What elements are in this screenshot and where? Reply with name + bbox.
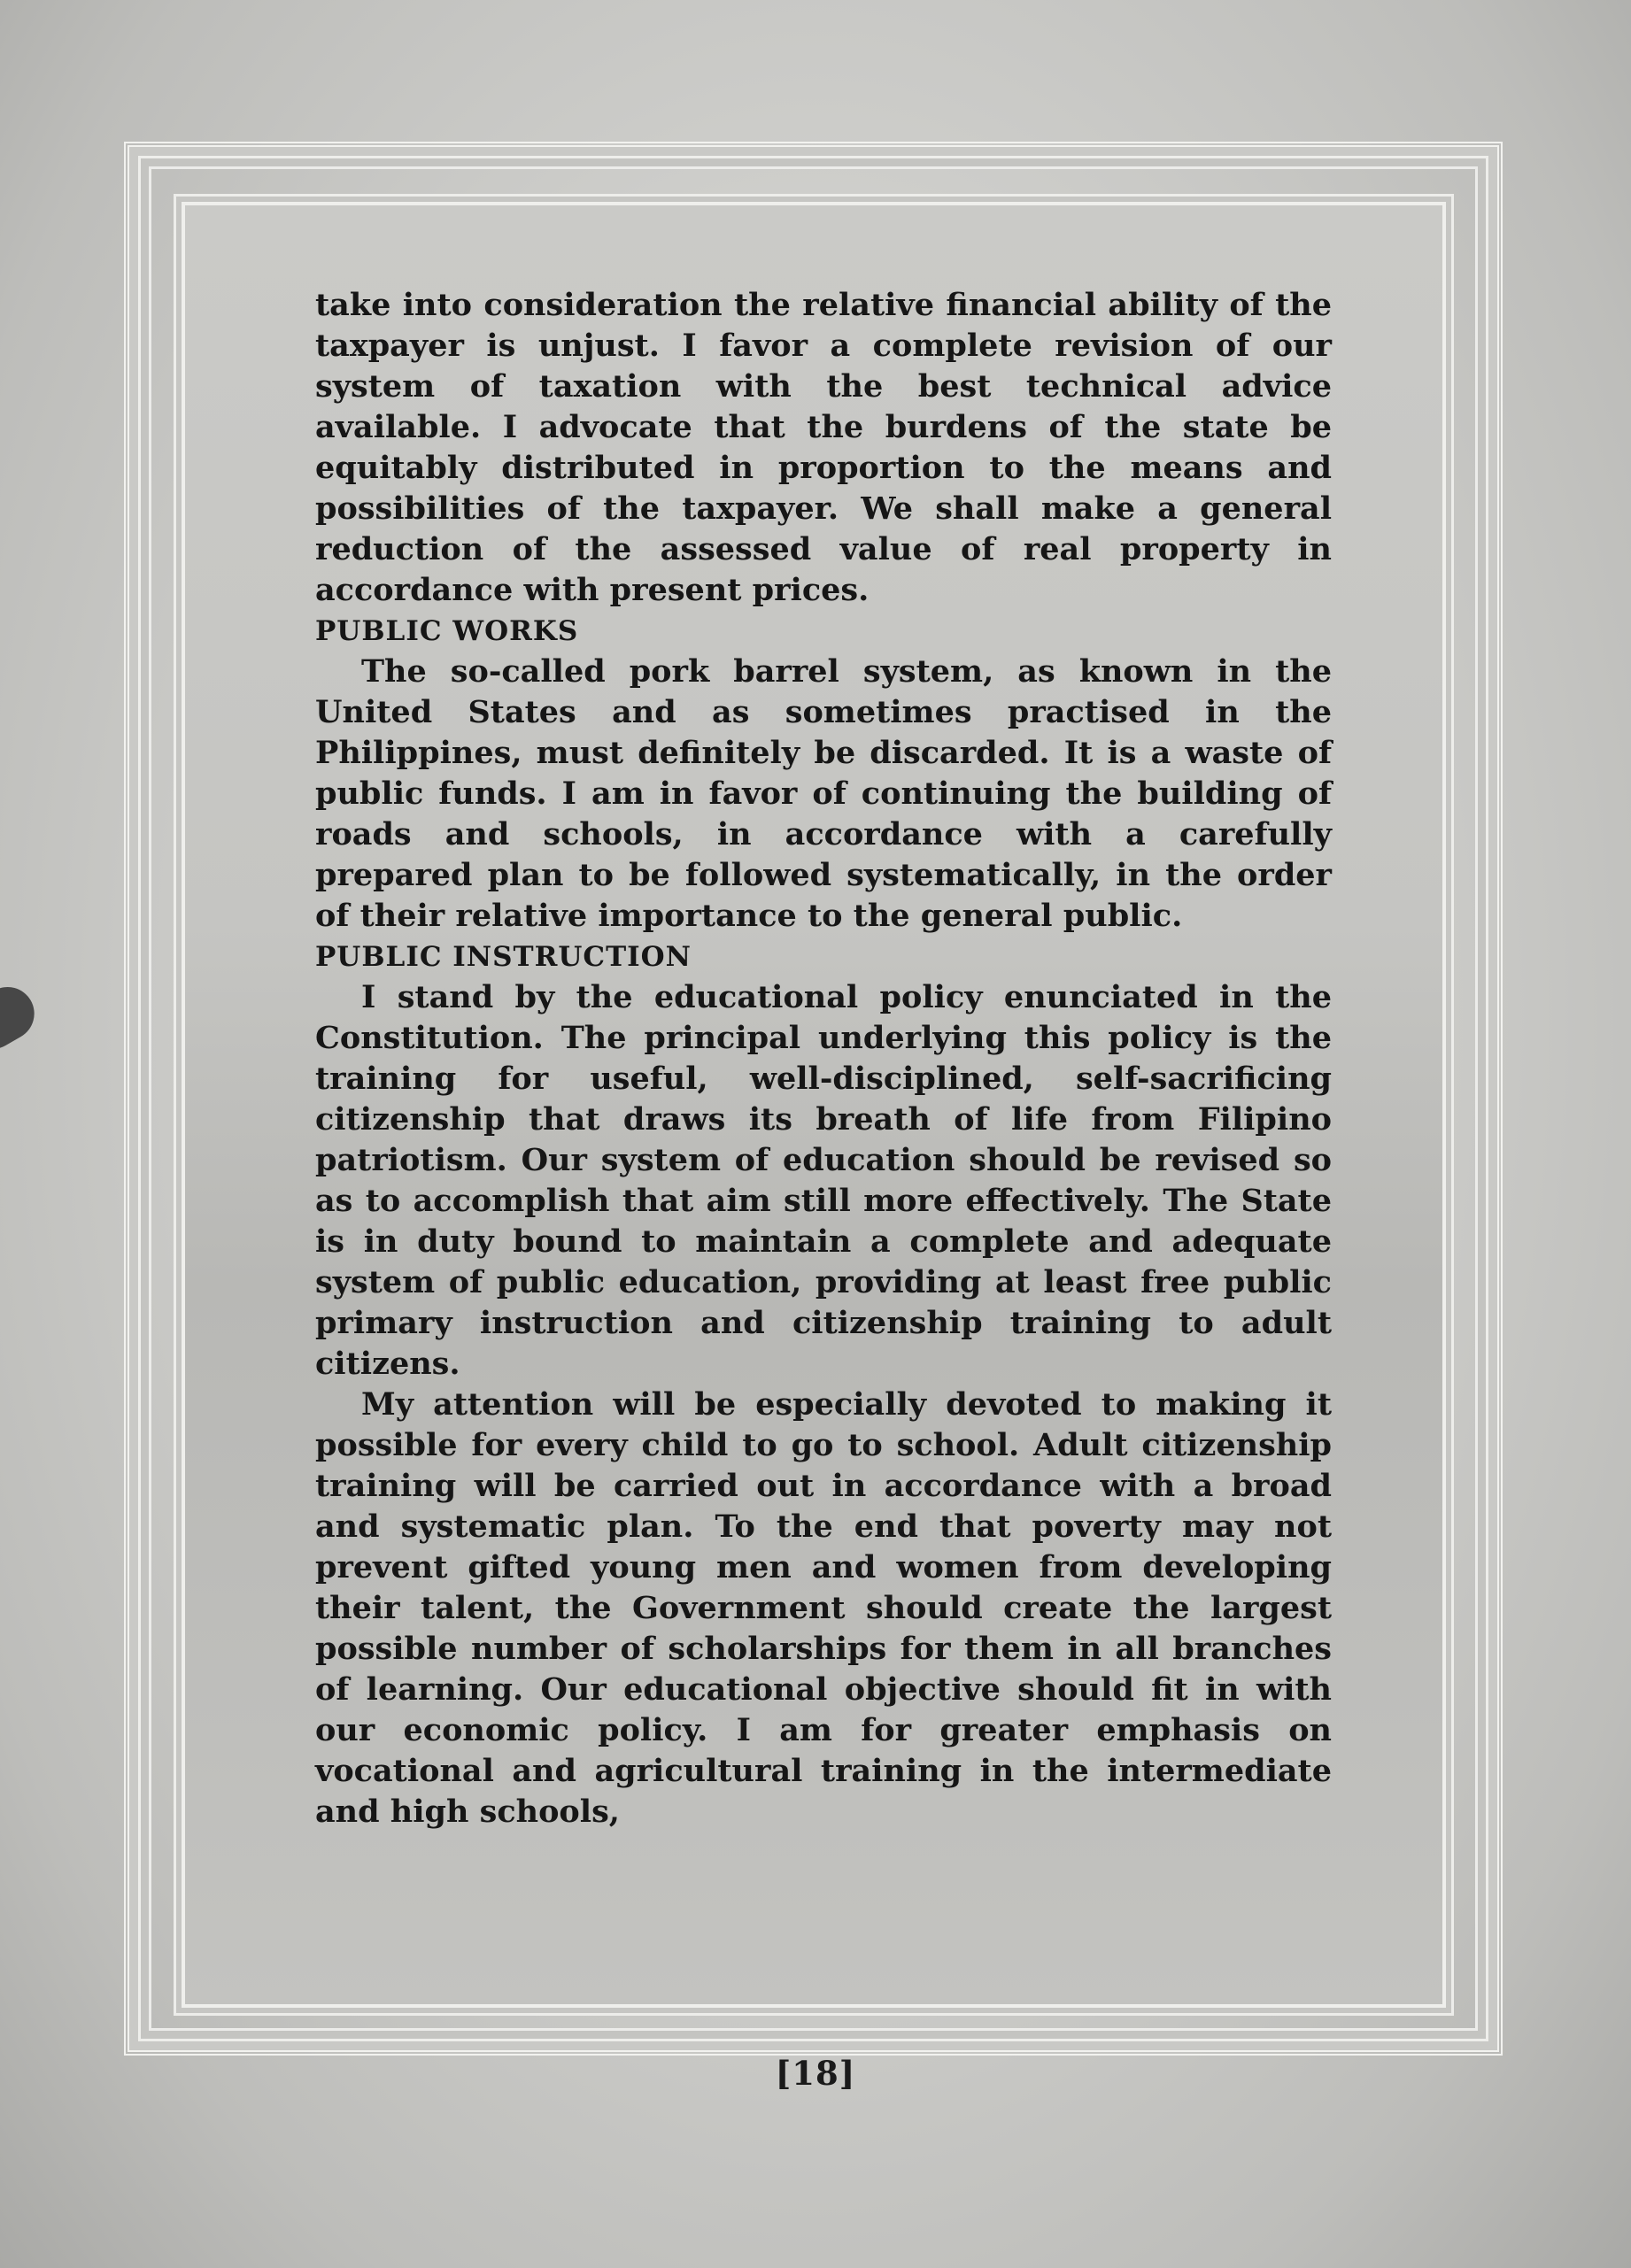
pen-edge — [0, 977, 44, 1059]
page-body — [315, 285, 1332, 1832]
paragraph-education-access: My attention will be especially devoted to making it possible for every child to go to school. Adult citizenship training will be carried out in accordance with a broad and systematic plan. To the end that poverty may not prevent gifted young men and women from developing their talent, the Government should create the largest possible number of scholarships for them in all branches of learning. Our educational objective should fit in with our economic policy. I am for greater emphasis on vocational and agricultural training in the intermediate and high schools, — [315, 1386, 1332, 1830]
paragraph-public-works: The so-called pork barrel system, as known in the United States and as sometimes practised in the Philippines, must definitely be discarded. It is a waste of public funds. I am in favor of continuing the building of roads and schools, in accordance with a carefully prepared plan to be followed systematically, in the order of their relative importance to the general public. — [315, 653, 1332, 934]
heading-public-works: PUBLIC WORKS — [315, 615, 579, 647]
heading-public-instruction: PUBLIC INSTRUCTION — [315, 941, 692, 973]
paragraph-education-policy: I stand by the educational policy enunciated in the Constitution. The principal underlying this policy is the training for useful, well-disciplined, self-sacrificing citizenship that draws its breath of life from Filipino patriotism. Our system of education should be revised so as to accomplish that aim still more effectively. The State is in duty bound to maintain a complete and adequate system of public education, providing at least free public primary instruction and citizenship training to adult citizens. — [315, 979, 1332, 1382]
page-number: [18] — [775, 2054, 856, 2093]
paragraph-taxation: take into consideration the relative financial ability of the taxpayer is unjust. I favor a complete revision of our system of taxation with the best technical advice available. I advocate that the burdens of the state be equitably distributed in proportion to the means and possibilities of the taxpayer. We shall make a general reduction of the assessed value of real property in accordance with present prices. — [315, 287, 1332, 608]
